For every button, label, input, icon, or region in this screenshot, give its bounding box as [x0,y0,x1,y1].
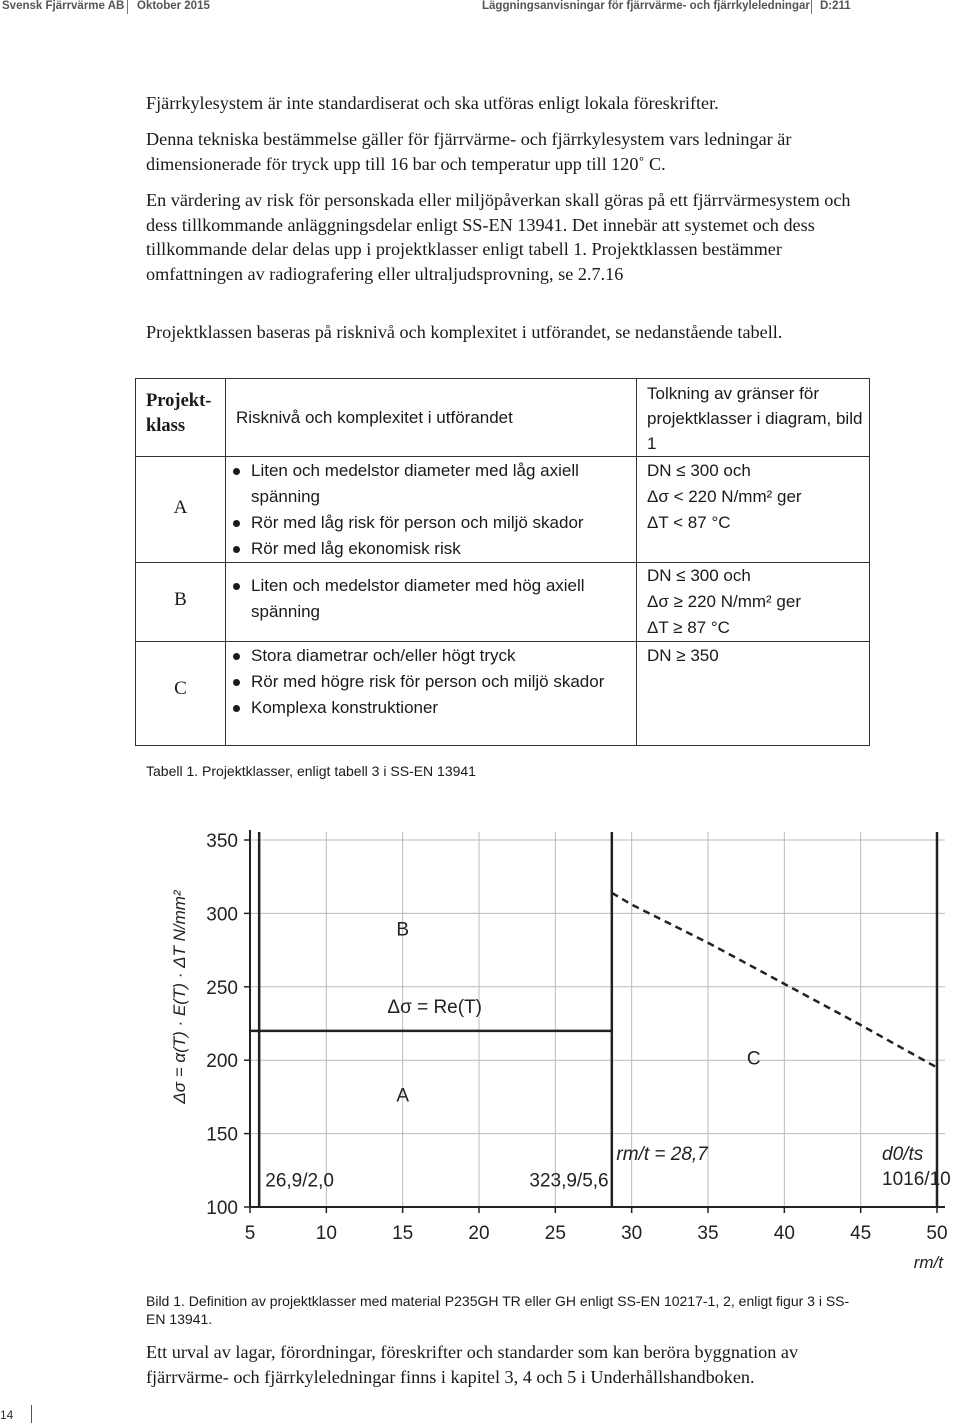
class-cell: B [136,563,226,642]
header-divider [811,0,812,14]
chart-grid [244,832,945,1213]
column-header-tolkning: Tolkning av gränser för projektklasser i diagram, bild 1 [637,379,870,457]
list-item: Rör med låg risk för person och miljö skador [230,510,632,536]
region-label-a: A [396,1085,410,1107]
header-date: Oktober 2015 [137,0,210,12]
chart-series [250,832,937,1207]
chart-annotations [265,919,950,1191]
y-tick-label: 250 [206,977,238,999]
x-axis-label: rm/t [913,1253,943,1272]
table-header-row [136,379,870,457]
y-tick-labels [206,831,238,1219]
chart-annotation: rm/t = 28,7 [616,1144,708,1166]
chart-annotation: 26,9/2,0 [265,1170,334,1192]
y-tick-label: 150 [206,1124,238,1146]
paragraph-regulations: Ett urval av lagar, förordningar, föreskrifter och standarder som kan beröra byggnation av fjärrvärme- och fjärrkyleledningar finns i kapitel 3, 4 och 5 i Underhållshandboken. [146,1342,799,1387]
list-item: Komplexa konstruktioner [230,695,632,721]
figure-caption: Bild 1. Definition av projektklasser med material P235GH TR eller GH enligt SS-EN 10217-1, 2, enligt figur 3 i SS-EN 13941. [146,1293,850,1327]
class-c-boundary-curve [612,893,937,1068]
footer-divider [31,1405,32,1423]
paragraph-risk-assessment: En värdering av risk för personskada eller miljöpåverkan skall göras på ett fjärrvärmesystem och dess tillkommande anläggningsdelar enligt SS-EN 13941. Det innebär att systemet och dess tillkommande delar delas upp i projektklasser enligt tabell 1. Projektklassen bestämmer omfattningen av radiografering eller ultraljudsprovning, se 2.7.16 [146,190,851,284]
chart-axes [250,830,945,1207]
x-tick-labels [245,1223,948,1244]
y-tick-label: 100 [206,1198,238,1219]
list-item: Rör med låg ekonomisk risk [230,536,632,562]
table-row [136,642,870,746]
limit-line: Δσ < 220 N/mm² ger [647,487,802,506]
risk-cell [226,563,637,642]
project-class-chart [160,812,960,1282]
table-caption: Tabell 1. Projektklasser, enligt tabell 3 i SS-EN 13941 [146,763,476,779]
chart-annotation: 1016/10 [882,1168,951,1190]
x-tick-label: 10 [315,1223,337,1244]
class-cell: A [136,457,226,563]
x-tick-label: 20 [468,1223,490,1244]
header-company: Svensk Fjärrvärme AB [2,0,125,12]
risk-cell [226,642,637,746]
risk-cell [226,457,637,563]
x-tick-label: 35 [697,1223,719,1244]
table-row [136,563,870,642]
limit-line: ΔT < 87 °C [647,513,731,532]
region-label-b: B [396,919,410,941]
x-tick-label: 45 [850,1223,872,1244]
limit-line: DN ≥ 350 [647,646,719,665]
x-tick-label: 15 [392,1223,414,1244]
limits-cell [637,457,870,563]
list-item: Liten och medelstor diameter med låg axiell spänning [230,458,632,510]
x-tick-label: 40 [773,1223,795,1244]
class-cell: C [136,642,226,746]
paragraph-fjarrkyla: Fjärrkylesystem är inte standardiserat och ska utföras enligt lokala föreskrifter. [146,93,719,113]
page-header [0,0,960,16]
header-doc-code: D:211 [820,0,851,12]
x-tick-label: 30 [621,1223,643,1244]
x-tick-label: 5 [244,1223,256,1244]
chart-annotation: Δσ = Re(T) [387,997,483,1019]
paragraph-scope: Denna tekniska bestämmelse gäller för fjärrvärme- och fjärrkylesystem vars ledningar är dimensionerade för tryck upp till 16 bar och temperatur upp till 120˚ C. [146,129,792,174]
x-tick-label: 50 [926,1223,948,1244]
header-doc-title: Läggningsanvisningar för fjärrvärme- och fjärrkyleledningar [482,0,810,12]
project-class-table [135,378,870,746]
limits-cell [637,563,870,642]
list-item: Rör med högre risk för person och miljö skador [230,669,632,695]
list-item: Stora diametrar och/eller högt tryck [230,643,632,669]
page-number: 14 [0,1408,14,1422]
table-row [136,457,870,563]
y-tick-label: 350 [206,831,238,852]
chart-annotation: 323,9/5,6 [529,1170,609,1192]
column-header-risk: Risknivå och komplexitet i utförandet [226,379,637,457]
limits-cell [637,642,870,746]
y-tick-label: 300 [206,904,238,926]
header-divider [127,0,128,14]
column-header-klass: Projekt-klass [136,379,226,457]
limit-line: DN ≤ 300 och [647,566,751,585]
x-tick-label: 25 [544,1223,566,1244]
list-item: Liten och medelstor diameter med hög axiell spänning [230,573,632,625]
limit-line: ΔT ≥ 87 °C [647,618,730,637]
paragraph-project-class-basis: Projektklassen baseras på risknivå och komplexitet i utförandet, se nedanstående tabell. [146,322,783,342]
y-axis-label: Δσ = α(T) · E(T) · ΔT N/mm² [170,890,189,1104]
region-label-c: C [746,1048,761,1070]
limit-line: Δσ ≥ 220 N/mm² ger [647,592,801,611]
chart-annotation: d0/ts [882,1144,924,1166]
y-tick-label: 200 [206,1051,238,1073]
limit-line: DN ≤ 300 och [647,461,751,480]
